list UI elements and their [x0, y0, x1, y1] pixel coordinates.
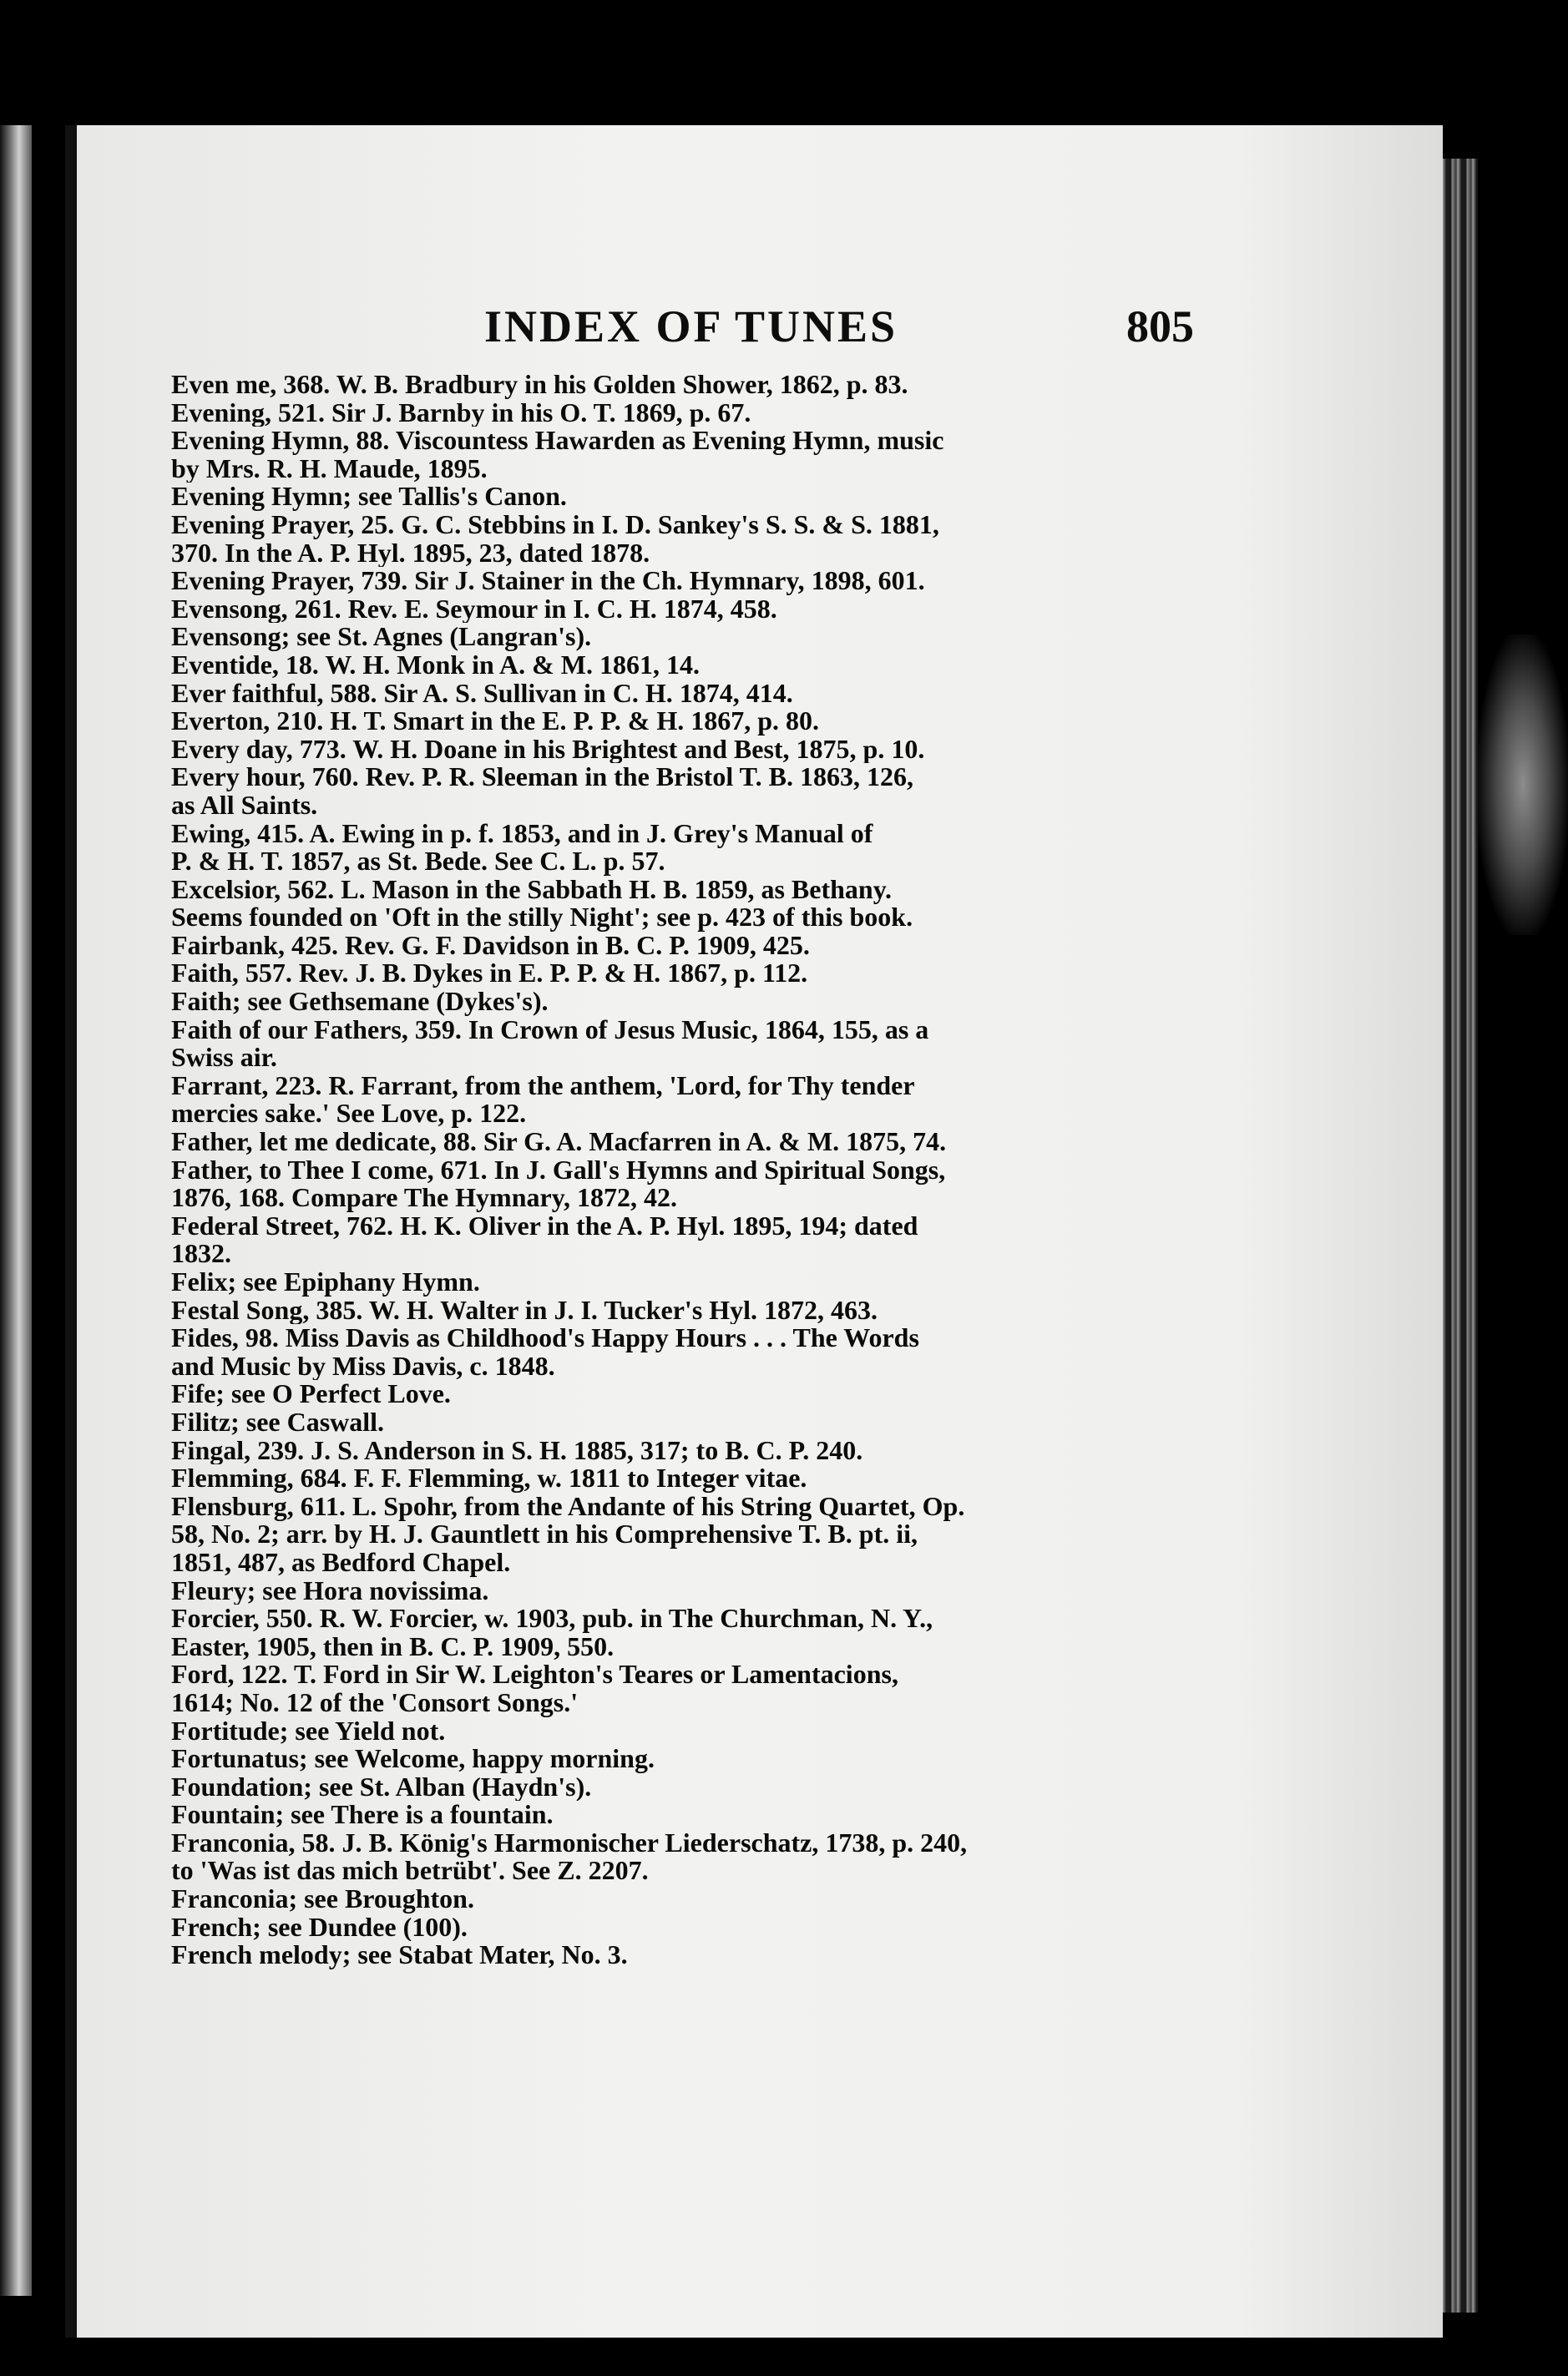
index-entry-line: Fleury; see Hora novissima.: [171, 1576, 489, 1605]
index-entry-line: Forcier, 550. R. W. Forcier, w. 1903, pub. in The Churchman, N. Y.,: [171, 1605, 933, 1634]
index-entry-line: 370. In the A. P. Hyl. 1895, 23, dated 1878.: [171, 537, 650, 568]
index-entry: [171, 680, 1198, 708]
index-entry: [171, 1913, 1198, 1942]
binding-shadow: [1478, 634, 1568, 935]
index-entry: [171, 623, 1198, 651]
index-entry-line: 1876, 168. Compare The Hymnary, 1872, 42.: [171, 1182, 677, 1212]
index-entry: [171, 427, 1198, 483]
index-entry-line: Fife; see O Perfect Love.: [171, 1380, 451, 1408]
index-entry-line: French melody; see Stabat Mater, No. 3.: [171, 1941, 628, 1969]
index-entry-line: mercies sake.' See Love, p. 122.: [171, 1098, 527, 1129]
index-entry-line: Fairbank, 425. Rev. G. F. Davidson in B. C. P. 1909, 425.: [171, 931, 810, 960]
page-header: [484, 301, 1194, 359]
tune-index-list: [171, 371, 1198, 1969]
index-entry: [171, 483, 1198, 511]
index-entry-line: Ewing, 415. A. Ewing in p. f. 1853, and in J. Grey's Manual of: [171, 819, 873, 848]
index-entry: [171, 567, 1198, 595]
index-entry: [171, 1605, 1198, 1661]
index-entry: [171, 959, 1198, 988]
index-entry-line: Evening Prayer, 739. Sir J. Stainer in the Ch. Hymnary, 1898, 601.: [171, 567, 925, 595]
index-entry-line: Felix; see Epiphany Hymn.: [171, 1268, 480, 1297]
index-entry-line: Flemming, 684. F. F. Flemming, w. 1811 to Integer vitae.: [171, 1464, 807, 1493]
index-entry-line: Everton, 210. H. T. Smart in the E. P. P. & H. 1867, p. 80.: [171, 707, 820, 736]
index-entry-line: Eventide, 18. W. H. Monk in A. & M. 1861, 14.: [171, 650, 700, 680]
index-entry: [171, 1801, 1198, 1829]
index-entry: [171, 1128, 1198, 1156]
index-entry: [171, 1324, 1198, 1380]
index-entry-line: Foundation; see St. Alban (Haydn's).: [171, 1772, 592, 1802]
index-entry: [171, 1829, 1198, 1885]
index-entry: [171, 1577, 1198, 1605]
index-entry-line: by Mrs. R. H. Maude, 1895.: [171, 452, 488, 483]
index-entry-line: Evening, 521. Sir J. Barnby in his O. T. 1869, p. 67.: [171, 398, 751, 427]
index-entry-line: P. & H. T. 1857, as St. Bede. See C. L. p. 57.: [171, 846, 665, 876]
index-entry-line: Ever faithful, 588. Sir A. S. Sullivan in C. H. 1874, 414.: [171, 679, 793, 708]
index-entry: [171, 820, 1198, 876]
index-entry-line: Evening Hymn, 88. Viscountess Hawarden as Evening Hymn, music: [171, 427, 944, 456]
index-entry-line: Evensong, 261. Rev. E. Seymour in I. C. H. 1874, 458.: [171, 594, 777, 624]
index-entry: [171, 707, 1198, 736]
index-entry-line: Faith; see Gethsemane (Dykes's).: [171, 988, 549, 1016]
index-entry-line: Father, to Thee I come, 671. In J. Gall's Hymns and Spiritual Songs,: [171, 1155, 946, 1185]
index-entry-line: Every day, 773. W. H. Doane in his Brightest and Best, 1875, p. 10.: [171, 735, 925, 764]
running-title: INDEX OF TUNES: [484, 301, 898, 351]
index-entry-line: Evening Hymn; see Tallis's Canon.: [171, 483, 567, 511]
index-entry-line: Farrant, 223. R. Farrant, from the anthem, 'Lord, for Thy tender: [171, 1071, 915, 1100]
index-entry: [171, 1212, 1198, 1268]
index-entry-line: 1851, 487, as Bedford Chapel.: [171, 1546, 511, 1577]
index-entry-line: French; see Dundee (100).: [171, 1913, 468, 1942]
index-entry-line: Fortitude; see Yield not.: [171, 1716, 446, 1746]
index-entry: [171, 1661, 1198, 1716]
index-entry-line: Filitz; see Caswall.: [171, 1408, 385, 1437]
index-entry: [171, 1268, 1198, 1297]
index-entry: [171, 1773, 1198, 1802]
index-entry: [171, 1380, 1198, 1408]
index-entry: [171, 1717, 1198, 1746]
index-entry-line: 1832.: [171, 1238, 231, 1268]
index-entry: [171, 595, 1198, 624]
index-entry: [171, 1072, 1198, 1128]
index-entry-line: Ford, 122. T. Ford in Sir W. Leighton's Teares or Lamentacions,: [171, 1661, 898, 1690]
index-entry: [171, 876, 1198, 932]
index-entry: [171, 932, 1198, 960]
index-entry-line: Swiss air.: [171, 1042, 277, 1072]
index-entry-line: as All Saints.: [171, 789, 318, 820]
index-entry-line: Faith, 557. Rev. J. B. Dykes in E. P. P. & H. 1867, p. 112.: [171, 959, 808, 988]
index-entry: [171, 1493, 1198, 1577]
index-entry: [171, 1885, 1198, 1913]
index-entry-line: and Music by Miss Davis, c. 1848.: [171, 1350, 555, 1381]
index-entry: [171, 988, 1198, 1016]
index-entry: [171, 1437, 1198, 1465]
index-entry-line: 1614; No. 12 of the 'Consort Songs.': [171, 1686, 579, 1717]
index-entry-line: Fountain; see There is a fountain.: [171, 1801, 554, 1829]
index-entry-line: Excelsior, 562. L. Mason in the Sabbath H. B. 1859, as Bethany.: [171, 875, 892, 904]
index-entry-line: Federal Street, 762. H. K. Oliver in the A. P. Hyl. 1895, 194; dated: [171, 1211, 918, 1241]
index-entry-line: Flensburg, 611. L. Spohr, from the Andante of his String Quartet, Op.: [171, 1492, 965, 1521]
index-entry: [171, 1297, 1198, 1325]
index-entry-line: Seems founded on 'Oft in the stilly Night'; see p. 423 of this book.: [171, 902, 913, 932]
index-entry-line: Fides, 98. Miss Davis as Childhood's Happy Hours . . . The Words: [171, 1324, 919, 1353]
index-entry-line: Faith of our Fathers, 359. In Crown of Jesus Music, 1864, 155, as a: [171, 1015, 929, 1044]
index-entry-line: Father, let me dedicate, 88. Sir G. A. Macfarren in A. & M. 1875, 74.: [171, 1128, 947, 1156]
index-entry: [171, 1016, 1198, 1072]
index-entry: [171, 511, 1198, 567]
index-entry: [171, 1464, 1198, 1493]
index-entry-line: 58, No. 2; arr. by H. J. Gauntlett in his Comprehensive T. B. pt. ii,: [171, 1519, 918, 1549]
index-entry-line: Fingal, 239. J. S. Anderson in S. H. 1885, 317; to B. C. P. 240.: [171, 1436, 863, 1465]
index-entry-line: to 'Was ist das mich betrübt'. See Z. 2207.: [171, 1855, 649, 1886]
index-entry: [171, 763, 1198, 819]
index-entry-line: Evening Prayer, 25. G. C. Stebbins in I. D. Sankey's S. S. & S. 1881,: [171, 510, 939, 539]
index-entry: [171, 371, 1198, 399]
index-entry-line: Festal Song, 385. W. H. Walter in J. I. Tucker's Hyl. 1872, 463.: [171, 1296, 878, 1325]
index-entry-line: Every hour, 760. Rev. P. R. Sleeman in the Bristol T. B. 1863, 126,: [171, 763, 913, 792]
index-entry: [171, 1156, 1198, 1212]
index-entry: [171, 736, 1198, 764]
index-entry: [171, 1408, 1198, 1437]
page-number: 805: [1126, 301, 1194, 351]
index-entry-line: Easter, 1905, then in B. C. P. 1909, 550.: [171, 1630, 615, 1661]
index-entry-line: Franconia; see Broughton.: [171, 1885, 474, 1913]
index-entry-line: Fortunatus; see Welcome, happy morning.: [171, 1745, 655, 1773]
index-entry: [171, 1941, 1198, 1969]
index-entry: [171, 1745, 1198, 1773]
index-entry: [171, 399, 1198, 427]
index-entry-line: Evensong; see St. Agnes (Langran's).: [171, 623, 592, 651]
index-entry-line: Even me, 368. W. B. Bradbury in his Golden Shower, 1862, p. 83.: [171, 371, 908, 399]
left-page-edge: [0, 125, 32, 2296]
index-entry-line: Franconia, 58. J. B. König's Harmonischer Liederschatz, 1738, p. 240,: [171, 1828, 968, 1858]
page-gutter: [65, 125, 77, 2338]
index-entry: [171, 651, 1198, 680]
